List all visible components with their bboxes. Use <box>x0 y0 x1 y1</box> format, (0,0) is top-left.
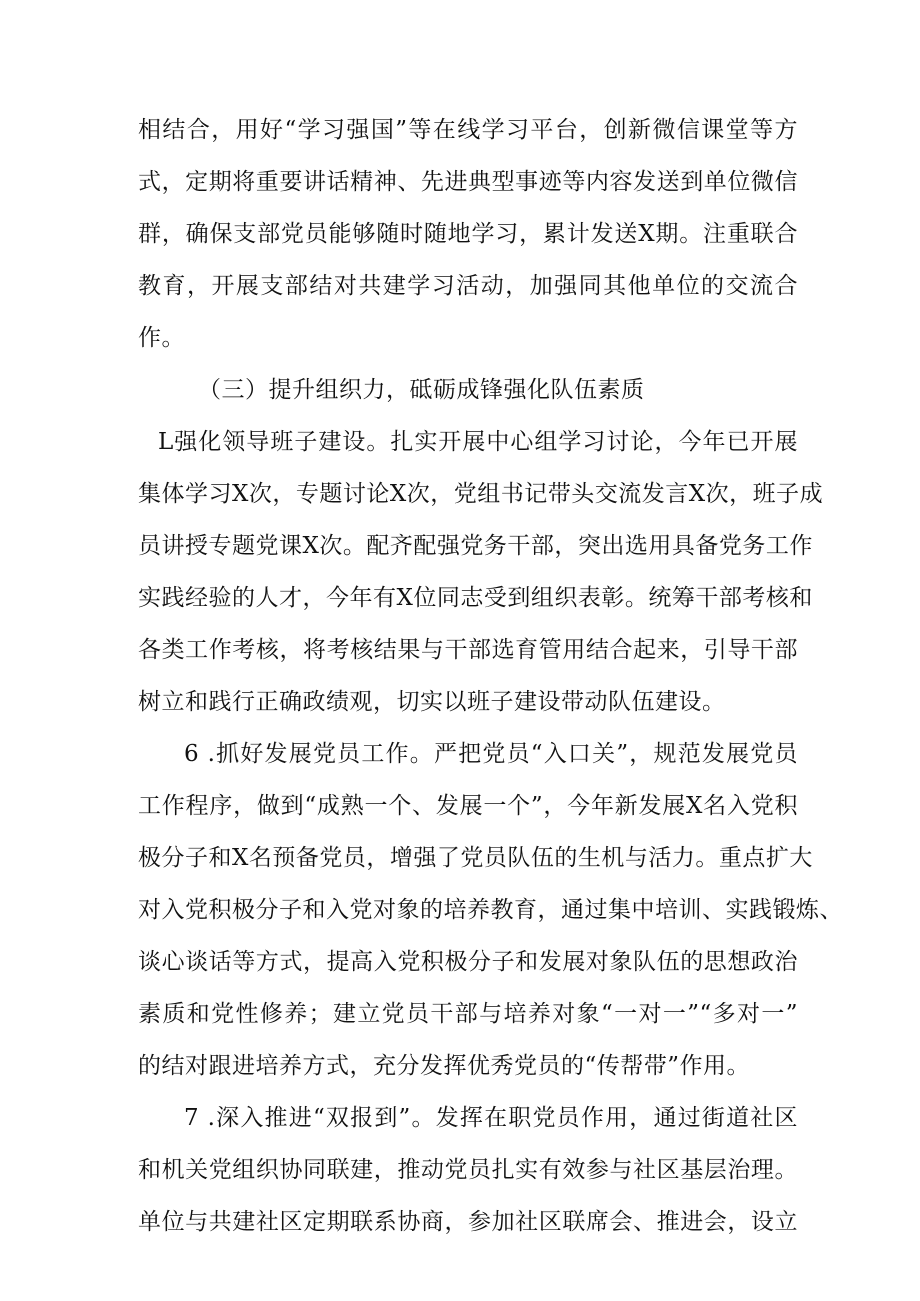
text-line: 谈心谈话等方式，提高入党积极分子和发展对象队伍的思想政治 <box>138 949 798 975</box>
text-line: 群，确保支部党员能够随时随地学习，累计发送X期。注重联合 <box>138 221 798 247</box>
text-line: 和机关党组织协同联建，推动党员扎实有效参与社区基层治理。 <box>138 1157 798 1183</box>
text-line: L强化领导班子建设。扎实开展中心组学习讨论，今年已开展 <box>158 429 798 455</box>
text-line: 各类工作考核，将考核结果与干部选育管用结合起来，引导干部 <box>138 637 798 663</box>
text-line: 实践经验的人才，今年有X位同志受到组织表彰。统筹干部考核和 <box>138 585 813 611</box>
text-line: 树立和践行正确政绩观，切实以班子建设带动队伍建设。 <box>138 689 726 715</box>
paragraph-item-6 <box>138 728 843 1092</box>
text-line: 作。 <box>138 325 185 351</box>
text-line: 6 .抓好发展党员工作。严把党员“入口关”，规范发展党员 <box>184 741 798 767</box>
text-line: 单位与共建社区定期联系协商，参加社区联席会、推进会，设立 <box>138 1209 798 1235</box>
text-line: 员讲授专题党课X次。配齐配强党务干部，突出选用具备党务工作 <box>138 533 813 559</box>
text-line: 素质和党性修养；建立党员干部与培养对象“一对一”“多对一” <box>138 1001 798 1027</box>
paragraph-item-5 <box>138 416 824 728</box>
section-heading <box>138 364 798 416</box>
text-line: 7 .深入推进“双报到”。发挥在职党员作用，通过街道社区 <box>184 1105 798 1131</box>
text-line: 对入党积极分子和入党对象的培养教育，通过集中培训、实践锻炼、 <box>138 897 843 923</box>
text-line: 工作程序，做到“成熟一个、发展一个”，今年新发展X名入党积 <box>138 793 798 819</box>
text-line: 的结对跟进培养方式，充分发挥优秀党员的“传帮带”作用。 <box>138 1053 751 1079</box>
paragraph-item-7 <box>138 1092 798 1248</box>
text-line: 集体学习X次，专题讨论X次，党组书记带头交流发言X次，班子成 <box>138 481 824 507</box>
text-line: 教育，开展支部结对共建学习活动，加强同其他单位的交流合 <box>138 273 798 299</box>
text-line: 极分子和X名预备党员，增强了党员队伍的生机与活力。重点扩大 <box>138 845 813 871</box>
paragraph-intro <box>138 104 798 364</box>
text-line: 相结合，用好“学习强国”等在线学习平台，创新微信课堂等方 <box>138 117 798 143</box>
document-body <box>138 104 843 1248</box>
section-heading-text: （三）提升组织力，砥砺成锋强化队伍素质 <box>198 377 645 403</box>
text-line: 式，定期将重要讲话精神、先进典型事迹等内容发送到单位微信 <box>138 169 798 195</box>
